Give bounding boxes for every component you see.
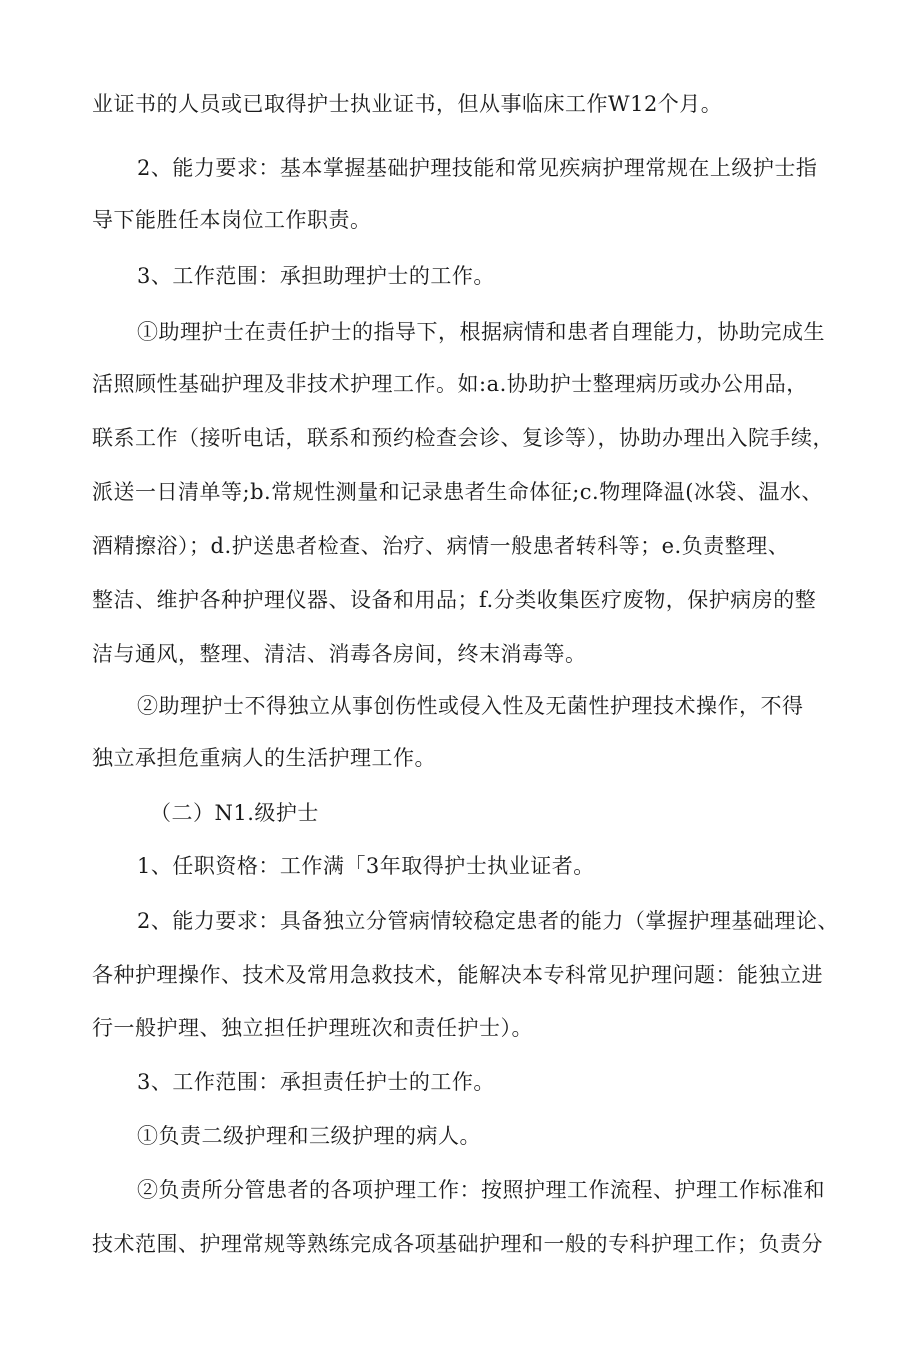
text-line: 3、工作范围：承担责任护士的工作。: [137, 1070, 495, 1094]
text-line: ①负责二级护理和三级护理的病人。: [137, 1124, 481, 1148]
text-line: ②助理护士不得独立从事创伤性或侵入性及无菌性护理技术操作，不得: [137, 694, 804, 718]
text-line: ①助理护士在责任护士的指导下，根据病情和患者自理能力，协助完成生: [137, 320, 825, 344]
text-line: 派送一日清单等;b.常规性测量和记录患者生命体征;c.物理降温(冰袋、温水、: [92, 480, 823, 504]
section-heading: （二）N1.级护士: [150, 801, 319, 825]
text-line: 1、任职资格：工作满「3年取得护士执业证者。: [137, 854, 595, 878]
text-line: 行一般护理、独立担任护理班次和责任护士）。: [92, 1016, 533, 1040]
text-line: 酒精擦浴）；d.护送患者检查、治疗、病情一般患者转科等；e.负责整理、: [92, 534, 790, 558]
text-line: 各种护理操作、技术及常用急救技术，能解决本专科常见护理问题：能独立进: [92, 963, 823, 987]
text-line: 联系工作（接听电话，联系和预约检查会诊、复诊等），协助办理出入院手续，: [92, 426, 834, 450]
text-line: 2、能力要求：基本掌握基础护理技能和常见疾病护理常规在上级护士指: [137, 156, 818, 180]
text-line: 2、能力要求：具备独立分管病情较稳定患者的能力（掌握护理基础理论、: [137, 909, 839, 933]
text-line: 活照顾性基础护理及非技术护理工作。如:a.协助护士整理病历或办公用品，: [92, 372, 808, 396]
text-line: 3、工作范围：承担助理护士的工作。: [137, 264, 495, 288]
text-line: 洁与通风，整理、清洁、消毒各房间，终末消毒等。: [92, 642, 587, 666]
text-line: 导下能胜任本岗位工作职责。: [92, 208, 372, 232]
text-line: 技术范围、护理常规等熟练完成各项基础护理和一般的专科护理工作；负责分: [92, 1232, 823, 1256]
text-line: 独立承担危重病人的生活护理工作。: [92, 746, 436, 770]
text-line: 业证书的人员或已取得护士执业证书，但从事临床工作W12个月。: [92, 92, 723, 116]
text-line: 整洁、维护各种护理仪器、设备和用品；f.分类收集医疗废物，保护病房的整: [92, 588, 817, 612]
text-line: ②负责所分管患者的各项护理工作：按照护理工作流程、护理工作标准和: [137, 1178, 825, 1202]
